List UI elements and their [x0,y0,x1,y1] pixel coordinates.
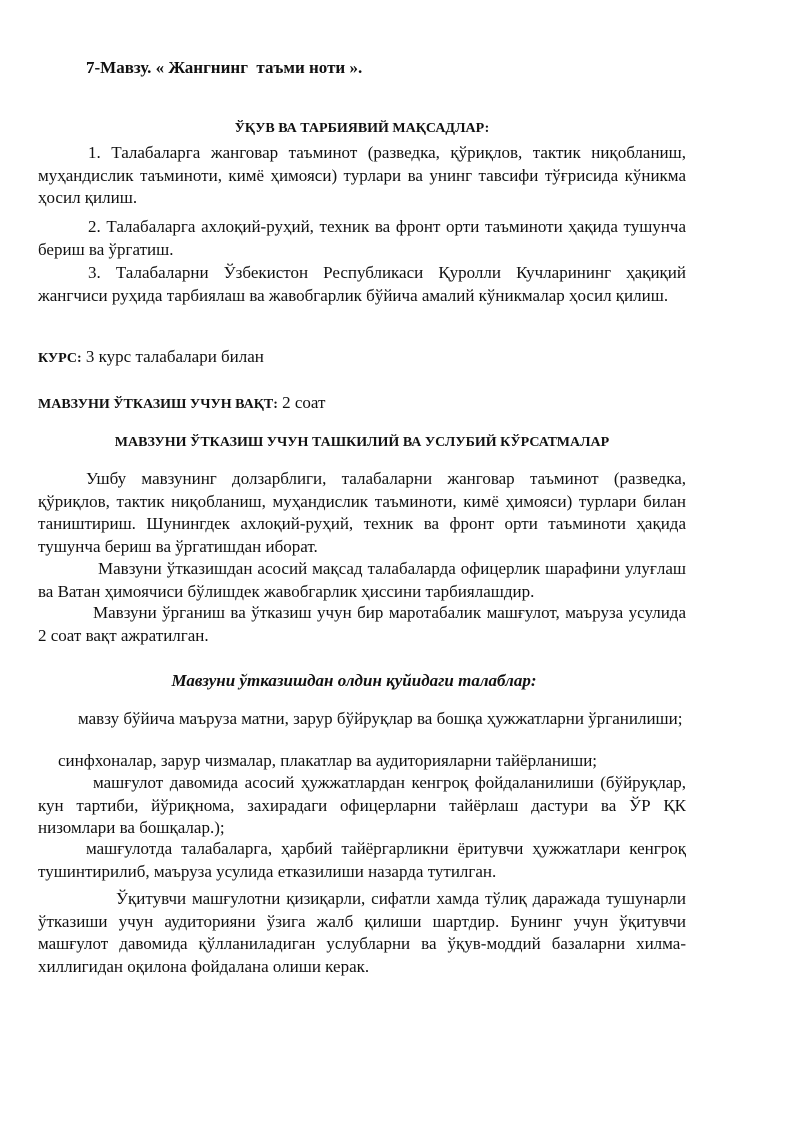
requirements-heading: Мавзуни ўтказишдан олдин қуйидаги талаблар: [171,671,537,690]
objective-3 [38,262,686,307]
closing-paragraph [38,888,686,978]
time-label: МАВЗУНИ ЎТКАЗИШ УЧУН ВАҚТ: [38,397,278,412]
guidelines-paragraph-3-text: Мавзуни ўрганиш ва ўтказиш учун бир маротабалик машғулот, маъруза усулида 2 соат вақт ажратилган. [38,603,686,645]
guidelines-heading: МАВЗУНИ ЎТКАЗИШ УЧУН ТАШКИЛИЙ ВА УСЛУБИЙ КЎРСАТМАЛАР [114,435,610,450]
objective-1 [38,142,686,210]
course-value: 3 курс талабалари билан [81,347,264,366]
objective-3-text: 3. Талабаларни Ўзбекистон Республикаси Қуролли Кучларининг ҳақиқий жангчиси руҳида тарбиялаш ва жавобгарлик бўйича амалий кўникмалар ҳосил қилиш. [38,263,686,305]
course-line [38,346,686,371]
requirement-1-text: мавзу бўйича маъруза матни, зарур бўйруқлар ва бошқа ҳужжатларни ўрганилиши; [78,709,683,728]
requirement-3 [38,772,686,840]
closing-paragraph-text: Ўқитувчи машғулотни қизиқарли, сифатли хамда тўлиқ даражада тушунарли ўтказиши учун аудиторияни ўзига жалб қилиши шартдир. Бунинг учун ўқитувчи машғулот давомида қўлланиладиган услубларни ва ўқув-моддий базаларни хилма-хиллигидан оқилона фойдалана олиши керак. [38,889,686,976]
requirement-4 [38,838,686,883]
objective-2-text: 2. Талабаларга ахлоқий-руҳий, техник ва фронт орти таъминоти ҳақида тушунча бериш ва ўргатиш. [38,217,686,259]
guidelines-paragraph-2-text: Мавзуни ўтказишдан асосий мақсад талабаларда офицерлик шарафини улуғлаш ва Ватан ҳимоячиси бўлишдек жавобгарлик ҳиссини тарбиялашдир. [38,559,686,601]
requirement-2-text: синфхоналар, зарур чизмалар, плакатлар ва аудиторияларни тайёрланиши; [58,751,598,770]
guidelines-paragraph-2 [38,558,686,603]
guidelines-paragraph-3 [38,602,686,647]
requirement-2 [38,750,686,773]
objectives-heading: ЎҚУВ ВА ТАРБИЯВИЙ МАҚСАДЛАР: [234,121,490,136]
time-line [38,392,686,417]
requirement-1 [38,708,686,731]
guidelines-paragraph-1-text: Ушбу мавзунинг долзарблиги, талабаларни жанговар таъминот (разведка, қўриқлов, тактик ниқобланиш, муҳандислик таъминоти, кимё ҳимояси) турлари билан таништириш. Шунингдек ахлоқий-руҳий, техник ва фронт орти таъминоти ҳақида тушунча бериш ва ўргатишдан иборат. [38,469,686,556]
requirement-4-text: машғулотда талабаларга, ҳарбий тайёргарликни ёритувчи ҳужжатлари кенгроқ тушинтирилиб, маъруза усулида етказилиши назарда тутилган. [38,839,686,881]
time-value: 2 соат [277,393,326,412]
lesson-title: 7-Мавзу. « Жангнинг таъми ноти ». [86,58,363,77]
objective-1-text: 1. Талабаларга жанговар таъминот (разведка, қўриқлов, тактик ниқобланиш, муҳандислик таъминоти, кимё ҳимояси) турлари ва унинг тавсифи тўғрисида кўникма ҳосил қилиш. [38,143,686,207]
objective-2 [38,216,686,261]
guidelines-paragraph-1 [38,468,686,558]
requirement-3-text: машғулот давомида асосий ҳужжатлардан кенгроқ фойдаланилиши (бўйруқлар, кун тартиби, йўриқнома, захирадаги офицерларни тайёрлаш дастури ва ЎР ҚК низомлари ва бошқалар.); [38,773,686,837]
course-label: КУРС: [38,351,82,366]
